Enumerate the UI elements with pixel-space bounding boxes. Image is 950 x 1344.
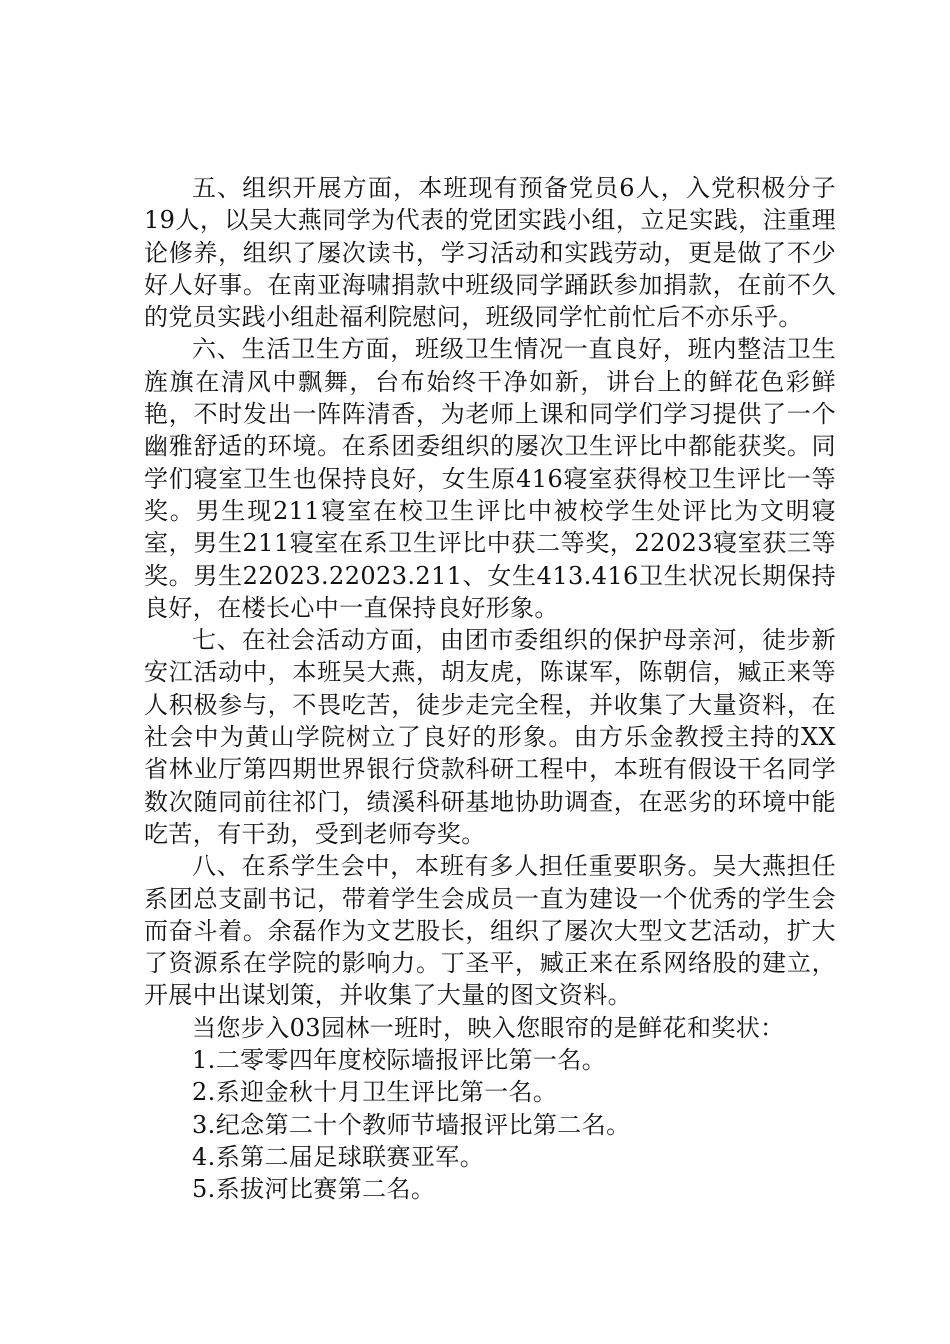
paragraph-social-activities: 七、在社会活动方面，由团市委组织的保护母亲河，徒步新安江活动中，本班吴大燕，胡友虎，陈谋军，陈朝信，臧正来等人积极参与，不畏吃苦，徒步走完全程，并收集了大量资料，在社会中为黄山学院树立了良好的形象。由方乐金教授主持的XX省林业厅第四期世界银行贷款科研工程中，本班有假设干名同学数次随同前往祁门，绩溪科研基地协助调查，在恶劣的环境中能吃苦，有干劲，受到老师夸奖。 (144, 626, 836, 848)
paragraph-student-union: 八、在系学生会中，本班有多人担任重要职务。吴大燕担任系团总支副书记，带着学生会成员一直为建设一个优秀的学生会而奋斗着。余磊作为文艺股长，组织了屡次大型文艺活动，扩大了资源系在学院的影响力。丁圣平，臧正来在系网络股的建立，开展中出谋划策，并收集了大量的图文资料。 (144, 852, 836, 1010)
paragraph-hygiene: 六、生活卫生方面，班级卫生情况一直良好，班内整洁卫生旌旗在清风中飘舞，台布始终干净如新，讲台上的鲜花色彩鲜艳，不时发出一阵阵清香，为老师上课和同学们学习提供了一个幽雅舒适的环境。在系团委组织的屡次卫生评比中都能获奖。同学们寝室卫生也保持良好，女生原416寝室获得校卫生评比一等奖。男生现211寝室在校卫生评比中被校学生处评比为文明寝室，男生211寝室在系卫生评比中获二等奖，22023寝室获三等奖。男生22023.22023.211、女生413.416卫生状况长期保持良好，在楼长心中一直保持良好形象。 (144, 335, 836, 622)
document-page (144, 172, 836, 1206)
award-item: 5.系拔河比赛第二名。 (192, 1175, 436, 1204)
award-item: 3.纪念第二十个教师节墙报评比第二名。 (192, 1110, 631, 1139)
award-item: 4.系第二届足球联赛亚军。 (192, 1142, 485, 1171)
paragraph-awards-intro: 当您步入03园林一班时，映入您眼帘的是鲜花和奖状： (192, 1013, 785, 1042)
award-item: 2.系迎金秋十月卫生评比第一名。 (192, 1078, 558, 1107)
award-item: 1.二零零四年度校际墙报评比第一名。 (192, 1046, 607, 1075)
paragraph-organization: 五、组织开展方面，本班现有预备党员6人，入党积极分子19人，以吴大燕同学为代表的党团实践小组，立足实践，注重理论修养，组织了屡次读书，学习活动和实践劳动，更是做了不少好人好事。在南亚海啸捐款中班级同学踊跃参加捐款，在前不久的党员实践小组赴福利院慰问，班级同学忙前忙后不亦乐乎。 (144, 174, 836, 332)
awards-list (144, 1044, 836, 1205)
